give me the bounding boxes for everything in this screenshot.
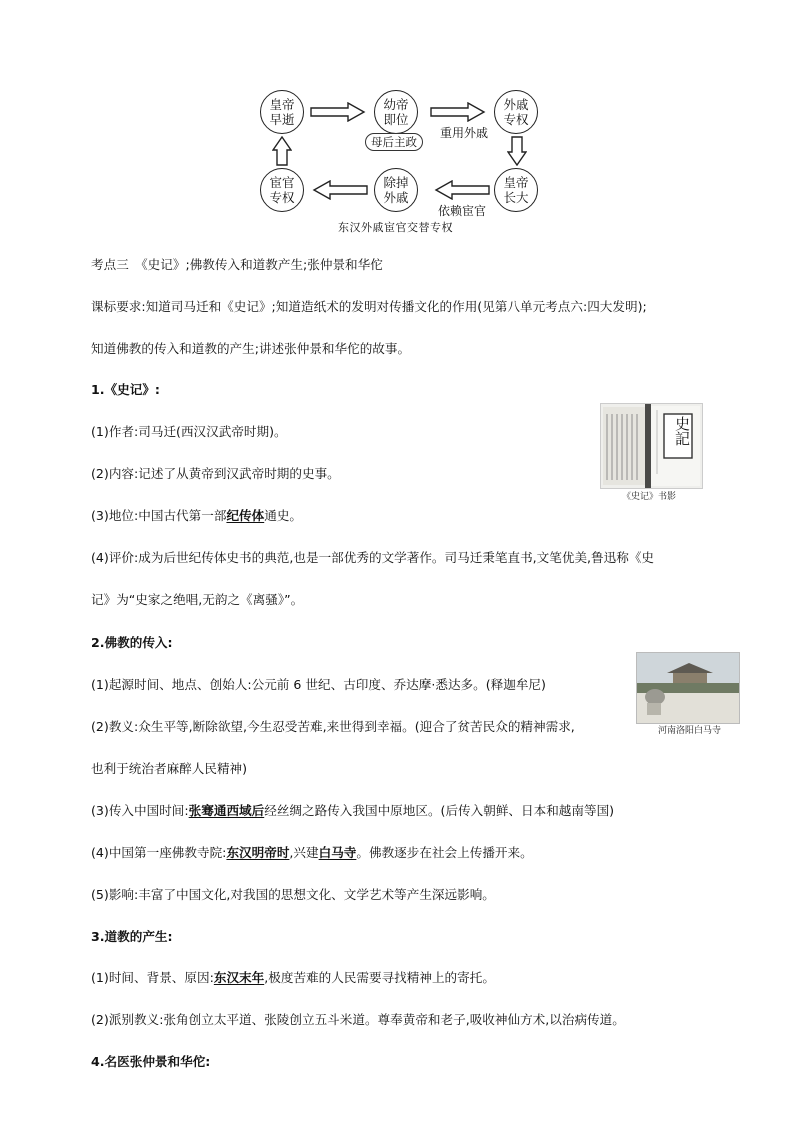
- taoism-sects: (2)派别教义:张角创立太平道、张陵创立五斗米道。尊奉黄帝和老子,吸收神仙方术,以治病传道。: [91, 1012, 625, 1027]
- buddhism-doctrine-line-2: 也利于统治者麻醉人民精神): [91, 761, 248, 776]
- node-young-emperor: 幼帝即位: [374, 90, 418, 134]
- node-emperor-early-death: 皇帝早逝: [260, 90, 304, 134]
- arrow-left-icon: [312, 180, 368, 200]
- key-term: 张骞通西域后: [188, 803, 265, 818]
- heading-famous-doctors: 4.名医张仲景和华佗:: [91, 1054, 211, 1069]
- label-rely-eunuch: 依赖宦官: [438, 204, 487, 218]
- curriculum-requirement-line-1: 课标要求:知道司马迁和《史记》;知道造纸术的发明对传播文化的作用(见第八单元考点六:四大发明);: [91, 299, 647, 314]
- heading-buddhism: 2.佛教的传入:: [91, 635, 173, 650]
- node-eunuch-power: 宦官专权: [260, 168, 304, 212]
- key-term: 东汉明帝时: [226, 845, 290, 860]
- diagram-caption: 东汉外戚宦官交替专权: [338, 221, 453, 234]
- eastern-han-power-cycle-diagram: [250, 86, 550, 238]
- node-remove-consort: 除掉外戚: [374, 168, 418, 212]
- buddhism-arrival: (3)传入中国时间:张骞通西域后经丝绸之路传入我国中原地区。(后传入朝鲜、日本和越南等国): [91, 803, 615, 818]
- shiji-status: (3)地位:中国古代第一部纪传体通史。: [91, 508, 302, 523]
- arrow-up-icon: [272, 136, 292, 166]
- section-title: 考点三 《史记》;佛教传入和道教产生;张仲景和华佗: [91, 257, 383, 272]
- shiji-image-caption: 《史记》书影: [622, 492, 677, 502]
- shiji-cover-title: 史記: [673, 416, 691, 446]
- buddhism-first-temple: (4)中国第一座佛教寺院:东汉明帝时,兴建白马寺。佛教逐步在社会上传播开来。: [91, 845, 533, 860]
- shiji-book-image: [600, 403, 703, 489]
- buddhism-doctrine-line-1: (2)教义:众生平等,断除欲望,今生忍受苦难,来世得到幸福。(迎合了贫苦民众的精神需求,: [91, 719, 575, 734]
- heading-taoism: 3.道教的产生:: [91, 929, 173, 944]
- buddhism-origin: (1)起源时间、地点、创始人:公元前 6 世纪、古印度、乔达摩·悉达多。(释迦牟尼): [91, 677, 546, 692]
- temple-illustration: [637, 653, 739, 723]
- arrow-down-icon: [507, 136, 527, 166]
- node-emperor-grown: 皇帝长大: [494, 168, 538, 212]
- key-term: 白马寺: [318, 845, 357, 860]
- shiji-evaluation-line-2: 记》为“史家之绝唱,无韵之《离骚》”。: [91, 592, 304, 607]
- arrow-right-icon: [430, 102, 486, 122]
- heading-shiji: 1.《史记》:: [91, 382, 160, 397]
- label-regent: 母后主政: [365, 133, 423, 151]
- key-term: 纪传体: [226, 508, 265, 523]
- curriculum-requirement-line-2: 知道佛教的传入和道教的产生;讲述张仲景和华佗的故事。: [91, 341, 411, 356]
- shiji-evaluation-line-1: (4)评价:成为后世纪传体史书的典范,也是一部优秀的文学著作。司马迁秉笔直书,文笔优美,鲁迅称《史: [91, 550, 655, 565]
- white-horse-temple-image: [636, 652, 740, 724]
- temple-image-caption: 河南洛阳白马寺: [658, 726, 722, 736]
- buddhism-influence: (5)影响:丰富了中国文化,对我国的思想文化、文学艺术等产生深远影响。: [91, 887, 495, 902]
- shiji-content: (2)内容:记述了从黄帝到汉武帝时期的史事。: [91, 466, 340, 481]
- label-rely-consort: 重用外戚: [440, 126, 489, 140]
- arrow-left-icon: [434, 180, 490, 200]
- key-term: 东汉末年: [213, 970, 265, 985]
- taoism-background: (1)时间、背景、原因:东汉末年,极度苦难的人民需要寻找精神上的寄托。: [91, 970, 495, 985]
- shiji-author: (1)作者:司马迁(西汉汉武帝时期)。: [91, 424, 287, 439]
- node-consort-power: 外戚专权: [494, 90, 538, 134]
- arrow-right-icon: [310, 102, 366, 122]
